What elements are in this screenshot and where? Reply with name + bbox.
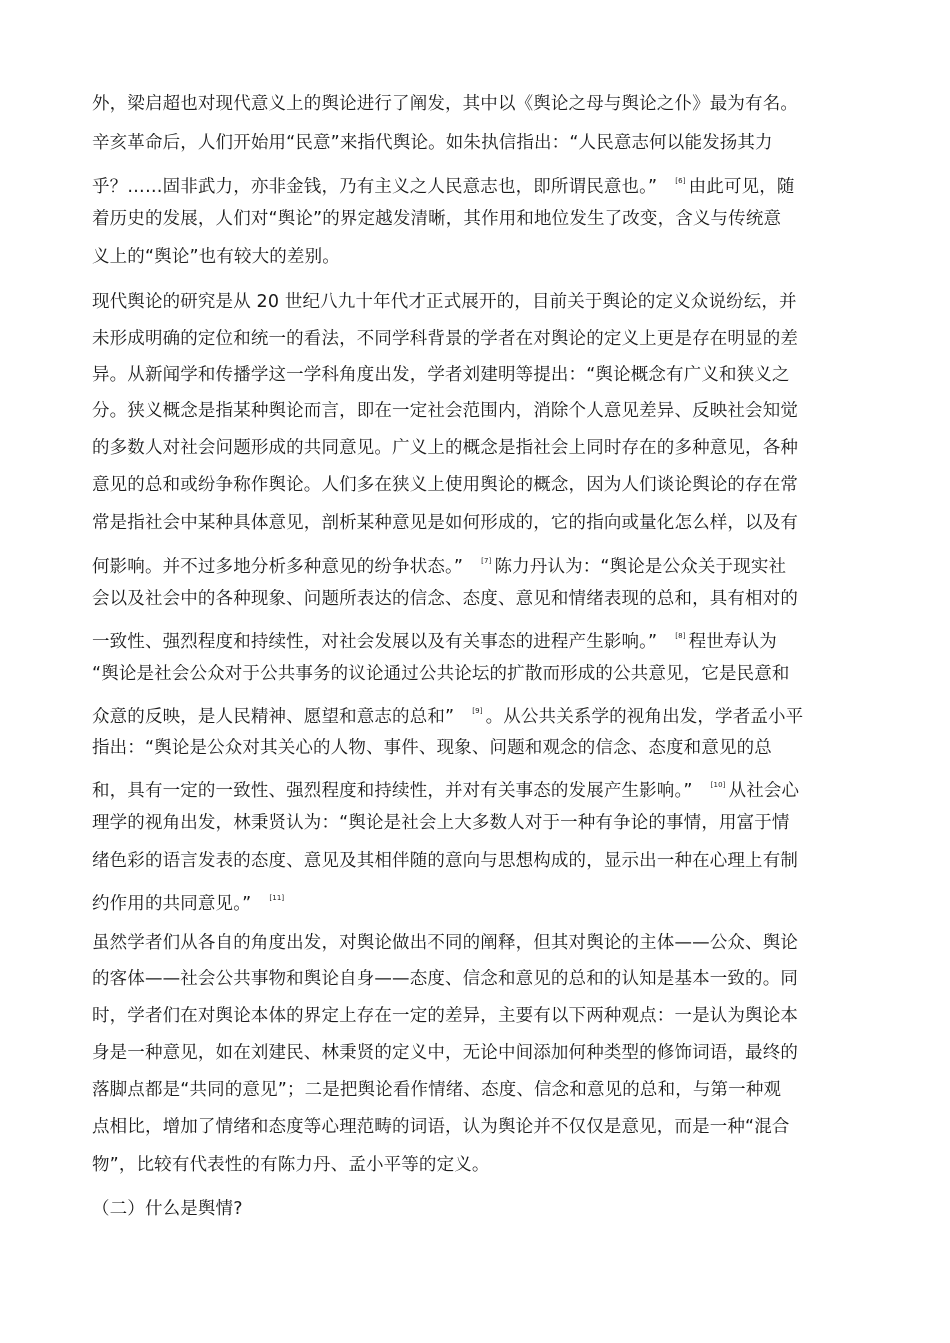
text-line: 落脚点都是“共同的意见”；二是把舆论看作情绪、态度、信念和意见的总和，与第一种观 <box>92 1080 782 1100</box>
text-line: 的客体——社会公共事物和舆论自身——态度、信念和意见的总和的认知是基本一致的。同 <box>92 969 798 989</box>
text-run: 从社会心 <box>728 781 800 801</box>
text-run: 众意的反映，是人民精神、愿望和意志的总和” <box>92 707 455 727</box>
text-run: 和，具有一定的一致性、强烈程度和持续性，并对有关事态的发展产生影响。” <box>92 781 693 801</box>
text-line: 的多数人对社会问题形成的共同意见。广义上的概念是指社会上同时存在的多种意见，各种 <box>92 438 798 458</box>
text-line: 绪色彩的语言发表的态度、意见及其相伴随的意向与思想构成的，显示出一种在心理上有制 <box>92 851 798 871</box>
text-line: 理学的视角出发，林秉贤认为：“舆论是社会上大多数人对于一种有争论的事情，用富于情 <box>92 813 790 833</box>
text-run: 何影响。并不过多地分析多种意见的纷争状态。” <box>92 557 464 577</box>
citation-ref: [8] <box>675 632 686 640</box>
text-line <box>92 549 786 579</box>
text-run: 。从公共关系学的视角出发，学者孟小平 <box>485 707 804 727</box>
text-run: 一致性、强烈程度和持续性，对社会发展以及有关事态的进程产生影响。” <box>92 632 658 652</box>
text-line <box>92 886 287 916</box>
text-run: 约作用的共同意见。” <box>92 894 252 914</box>
text-line: 会以及社会中的各种现象、问题所表达的信念、态度、意见和情绪表现的总和，具有相对的 <box>92 589 798 609</box>
text-line: 时，学者们在对舆论本体的界定上存在一定的差异，主要有以下两种观点：一是认为舆论本 <box>92 1006 798 1026</box>
citation-ref: [6] <box>675 177 686 185</box>
text-line: 未形成明确的定位和统一的看法，不同学科背景的学者在对舆论的定义上更是存在明显的差 <box>92 329 798 349</box>
text-line <box>92 624 777 654</box>
text-line: 点相比，增加了情绪和态度等心理范畴的词语，认为舆论并不仅仅是意见，而是一种“混合 <box>92 1117 790 1137</box>
text-run: 乎？……固非武力，亦非金钱，乃有主义之人民意志也，即所谓民意也。” <box>92 177 658 197</box>
text-line: 虽然学者们从各自的角度出发，对舆论做出不同的阐释，但其对舆论的主体——公众、舆论 <box>92 933 798 953</box>
citation-ref: [10] <box>710 781 726 789</box>
text-line: 物”，比较有代表性的有陈力丹、孟小平等的定义。 <box>92 1155 490 1175</box>
text-line: 外，梁启超也对现代意义上的舆论进行了阐发，其中以《舆论之母与舆论之仆》最为有名。 <box>92 94 798 114</box>
text-line <box>92 773 799 803</box>
citation-ref: [11] <box>269 894 285 902</box>
text-line: 意见的总和或纷争称作舆论。人们多在狭义上使用舆论的概念，因为人们谈论舆论的存在常 <box>92 475 798 495</box>
text-line: 分。狭义概念是指某种舆论而言，即在一定社会范围内，消除个人意见差异、反映社会知觉 <box>92 401 798 421</box>
text-line: 异。从新闻学和传播学这一学科角度出发，学者刘建明等提出：“舆论概念有广义和狭义之 <box>92 365 790 385</box>
text-line <box>92 699 803 729</box>
text-line: 辛亥革命后，人们开始用“民意”来指代舆论。如朱执信指出：“人民意志何以能发扬其力 <box>92 133 773 153</box>
citation-ref: [9] <box>472 707 483 715</box>
text-line: 身是一种意见，如在刘建民、林秉贤的定义中，无论中间添加何种类型的修饰词语，最终的 <box>92 1043 798 1063</box>
section-heading: （二）什么是舆情? <box>92 1199 243 1219</box>
text-run: 由此可见，随 <box>688 177 795 197</box>
text-run: 陈力丹认为：“舆论是公众关于现实社 <box>494 557 787 577</box>
text-run: 程世寿认为 <box>688 632 777 652</box>
text-line: 现代舆论的研究是从 20 世纪八九十年代才正式展开的，目前关于舆论的定义众说纷纭，并 <box>92 292 797 312</box>
text-line <box>92 169 795 199</box>
text-line: “舆论是社会公众对于公共事务的议论通过公共论坛的扩散而形成的公共意见，它是民意和 <box>92 664 790 684</box>
text-line: 常是指社会中某种具体意见，剖析某种意见是如何形成的，它的指向或量化怎么样，以及有 <box>92 513 798 533</box>
citation-ref: [7] <box>481 557 492 565</box>
text-line: 义上的“舆论”也有较大的差别。 <box>92 247 340 267</box>
text-line: 指出：“舆论是公众对其关心的人物、事件、现象、问题和观念的信念、态度和意见的总 <box>92 738 772 758</box>
text-line: 着历史的发展，人们对“舆论”的界定越发清晰，其作用和地位发生了改变，含义与传统意 <box>92 209 782 229</box>
